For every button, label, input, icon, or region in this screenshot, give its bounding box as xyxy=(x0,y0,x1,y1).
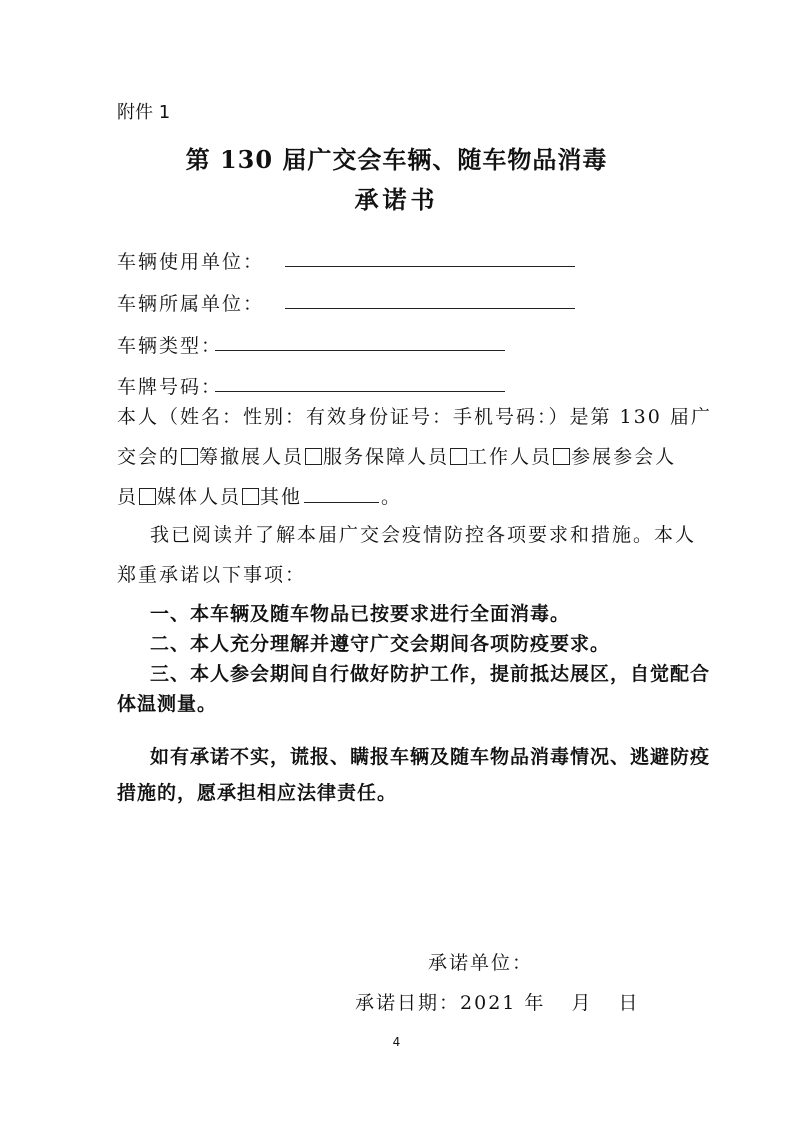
liability-line-2: 措施的，愿承担相应法律责任。 xyxy=(117,782,398,804)
commitment-item-3: 三、本人参会期间自行做好防护工作，提前抵达展区，自觉配合 xyxy=(150,663,711,685)
signature-year: 2021 xyxy=(460,992,517,1014)
option-media: 媒体人员 xyxy=(157,486,242,508)
field-line-owner xyxy=(285,308,575,309)
liability-line-1: 如有承诺不实，谎报、瞒报车辆及随车物品消毒情况、逃避防疫 xyxy=(150,746,711,768)
identity-line-3 xyxy=(117,482,402,509)
option-staff: 工作人员 xyxy=(468,446,553,468)
checkbox-other[interactable] xyxy=(242,488,259,505)
field-line-unit xyxy=(285,266,575,267)
checkbox-exhibitor[interactable] xyxy=(553,448,570,465)
document-subtitle: 承诺书 xyxy=(354,185,439,214)
commitment-item-3-cont: 体温测量。 xyxy=(117,693,218,715)
identity-line3-end: 。 xyxy=(381,486,403,508)
identity-prefix: 交会的 xyxy=(117,446,181,468)
field-label-unit: 车辆使用单位： xyxy=(117,251,265,273)
document-title: 第 130 届广交会车辆、随车物品消毒 xyxy=(185,145,608,174)
field-label-owner: 车辆所属单位： xyxy=(117,293,265,315)
signature-day-unit: 日 xyxy=(618,992,640,1014)
signature-month-unit: 月 xyxy=(571,992,593,1014)
other-blank-line xyxy=(304,488,379,503)
commitment-item-2: 二、本人充分理解并遵守广交会期间各项防疫要求。 xyxy=(150,633,611,655)
identity-line3-prefix: 员 xyxy=(117,486,139,508)
page-number: 4 xyxy=(392,1035,401,1049)
statement-line-1: 我已阅读并了解本届广交会疫情防控各项要求和措施。本人 xyxy=(150,524,697,546)
identity-line-2 xyxy=(117,442,676,469)
field-label-type: 车辆类型： xyxy=(117,335,223,357)
checkbox-service[interactable] xyxy=(305,448,322,465)
option-exhibitor: 参展参会人 xyxy=(571,446,677,468)
field-line-type xyxy=(215,350,505,351)
option-other: 其他 xyxy=(260,486,303,508)
checkbox-staff[interactable] xyxy=(450,448,467,465)
statement-line-2: 郑重承诺以下事项： xyxy=(117,564,307,586)
signature-unit-label: 承诺单位： xyxy=(428,952,534,974)
field-line-plate xyxy=(215,391,505,392)
signature-year-unit: 年 xyxy=(524,992,546,1014)
field-label-plate: 车牌号码： xyxy=(117,376,223,398)
checkbox-media[interactable] xyxy=(139,488,156,505)
checkbox-organizer[interactable] xyxy=(181,448,198,465)
signature-date xyxy=(355,988,639,1015)
identity-line-1: 本人（姓名：性别：有效身份证号：手机号码：）是第 130 届广 xyxy=(117,406,712,428)
option-organizer: 筹撤展人员 xyxy=(199,446,305,468)
option-service: 服务保障人员 xyxy=(323,446,450,468)
commitment-item-1: 一、本车辆及随车物品已按要求进行全面消毒。 xyxy=(150,603,571,625)
attachment-label: 附件 1 xyxy=(117,102,171,123)
signature-date-label: 承诺日期： xyxy=(355,992,461,1014)
